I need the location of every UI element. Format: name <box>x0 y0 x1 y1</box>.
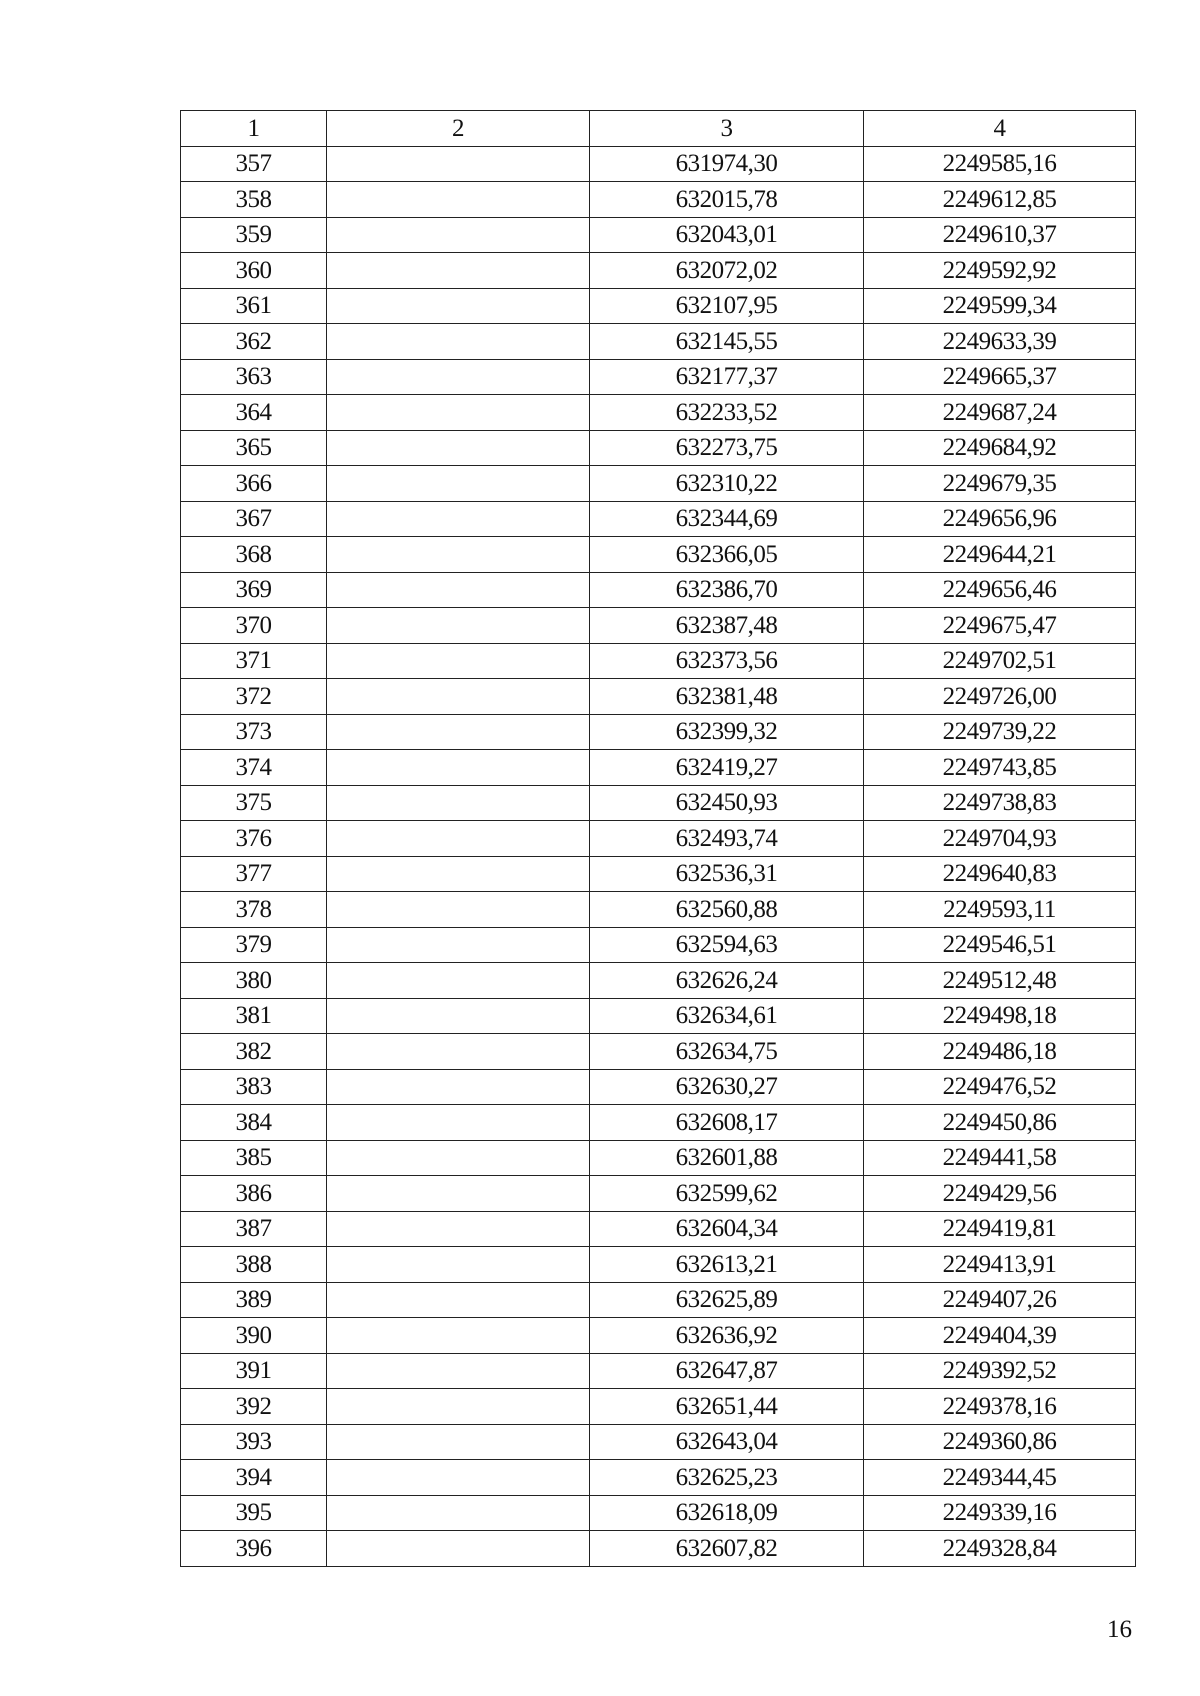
coordinates-table <box>180 110 1136 1567</box>
table-row <box>181 785 1136 821</box>
y-coordinate-cell: 2249498,18 <box>864 998 1136 1034</box>
y-coordinate-cell: 2249328,84 <box>864 1531 1136 1567</box>
point-number-cell: 361 <box>181 288 327 324</box>
y-coordinate-cell: 2249592,92 <box>864 253 1136 289</box>
x-coordinate-cell: 632145,55 <box>590 324 864 360</box>
table-row <box>181 927 1136 963</box>
y-coordinate-cell: 2249738,83 <box>864 785 1136 821</box>
description-cell <box>327 1176 590 1212</box>
description-cell <box>327 359 590 395</box>
table-row <box>181 1424 1136 1460</box>
x-coordinate-cell: 632072,02 <box>590 253 864 289</box>
point-number-cell: 363 <box>181 359 327 395</box>
x-coordinate-cell: 632177,37 <box>590 359 864 395</box>
description-cell <box>327 572 590 608</box>
y-coordinate-cell: 2249378,16 <box>864 1389 1136 1425</box>
x-coordinate-cell: 632625,23 <box>590 1460 864 1496</box>
description-cell <box>327 1034 590 1070</box>
point-number-cell: 383 <box>181 1069 327 1105</box>
point-number-cell: 376 <box>181 821 327 857</box>
point-number-cell: 387 <box>181 1211 327 1247</box>
y-coordinate-cell: 2249476,52 <box>864 1069 1136 1105</box>
x-coordinate-cell: 632634,75 <box>590 1034 864 1070</box>
y-coordinate-cell: 2249702,51 <box>864 643 1136 679</box>
table-row <box>181 821 1136 857</box>
table-row <box>181 1318 1136 1354</box>
x-coordinate-cell: 632536,31 <box>590 856 864 892</box>
x-coordinate-cell: 632419,27 <box>590 750 864 786</box>
y-coordinate-cell: 2249407,26 <box>864 1282 1136 1318</box>
y-coordinate-cell: 2249665,37 <box>864 359 1136 395</box>
y-coordinate-cell: 2249684,92 <box>864 430 1136 466</box>
point-number-cell: 374 <box>181 750 327 786</box>
table-row <box>181 1140 1136 1176</box>
y-coordinate-cell: 2249679,35 <box>864 466 1136 502</box>
point-number-cell: 362 <box>181 324 327 360</box>
point-number-cell: 368 <box>181 537 327 573</box>
point-number-cell: 372 <box>181 679 327 715</box>
x-coordinate-cell: 632310,22 <box>590 466 864 502</box>
table-row <box>181 714 1136 750</box>
table-row <box>181 892 1136 928</box>
x-coordinate-cell: 632636,92 <box>590 1318 864 1354</box>
point-number-cell: 382 <box>181 1034 327 1070</box>
y-coordinate-cell: 2249593,11 <box>864 892 1136 928</box>
table-row <box>181 395 1136 431</box>
y-coordinate-cell: 2249441,58 <box>864 1140 1136 1176</box>
description-cell <box>327 182 590 218</box>
x-coordinate-cell: 632493,74 <box>590 821 864 857</box>
point-number-cell: 386 <box>181 1176 327 1212</box>
description-cell <box>327 714 590 750</box>
y-coordinate-cell: 2249339,16 <box>864 1495 1136 1531</box>
point-number-cell: 380 <box>181 963 327 999</box>
x-coordinate-cell: 632107,95 <box>590 288 864 324</box>
description-cell <box>327 785 590 821</box>
point-number-cell: 381 <box>181 998 327 1034</box>
description-cell <box>327 643 590 679</box>
point-number-cell: 395 <box>181 1495 327 1531</box>
x-coordinate-cell: 632643,04 <box>590 1424 864 1460</box>
y-coordinate-cell: 2249640,83 <box>864 856 1136 892</box>
table-row <box>181 963 1136 999</box>
point-number-cell: 388 <box>181 1247 327 1283</box>
description-cell <box>327 288 590 324</box>
description-cell <box>327 1424 590 1460</box>
description-cell <box>327 217 590 253</box>
x-coordinate-cell: 632634,61 <box>590 998 864 1034</box>
table-row <box>181 1353 1136 1389</box>
x-coordinate-cell: 632043,01 <box>590 217 864 253</box>
point-number-cell: 384 <box>181 1105 327 1141</box>
y-coordinate-cell: 2249429,56 <box>864 1176 1136 1212</box>
description-cell <box>327 1318 590 1354</box>
table-row <box>181 182 1136 218</box>
y-coordinate-cell: 2249486,18 <box>864 1034 1136 1070</box>
y-coordinate-cell: 2249687,24 <box>864 395 1136 431</box>
table-row <box>181 146 1136 182</box>
y-coordinate-cell: 2249612,85 <box>864 182 1136 218</box>
x-coordinate-cell: 632373,56 <box>590 643 864 679</box>
y-coordinate-cell: 2249704,93 <box>864 821 1136 857</box>
description-cell <box>327 1105 590 1141</box>
point-number-cell: 393 <box>181 1424 327 1460</box>
y-coordinate-cell: 2249610,37 <box>864 217 1136 253</box>
description-cell <box>327 750 590 786</box>
table-row <box>181 1460 1136 1496</box>
y-coordinate-cell: 2249404,39 <box>864 1318 1136 1354</box>
point-number-cell: 394 <box>181 1460 327 1496</box>
y-coordinate-cell: 2249546,51 <box>864 927 1136 963</box>
description-cell <box>327 963 590 999</box>
y-coordinate-cell: 2249360,86 <box>864 1424 1136 1460</box>
description-cell <box>327 927 590 963</box>
description-cell <box>327 537 590 573</box>
y-coordinate-cell: 2249585,16 <box>864 146 1136 182</box>
y-coordinate-cell: 2249419,81 <box>864 1211 1136 1247</box>
point-number-cell: 396 <box>181 1531 327 1567</box>
point-number-cell: 366 <box>181 466 327 502</box>
y-coordinate-cell: 2249656,96 <box>864 501 1136 537</box>
table-row <box>181 466 1136 502</box>
point-number-cell: 377 <box>181 856 327 892</box>
x-coordinate-cell: 632618,09 <box>590 1495 864 1531</box>
x-coordinate-cell: 632273,75 <box>590 430 864 466</box>
column-header-4: 4 <box>864 111 1136 147</box>
description-cell <box>327 679 590 715</box>
point-number-cell: 358 <box>181 182 327 218</box>
table-row <box>181 643 1136 679</box>
table-row <box>181 217 1136 253</box>
description-cell <box>327 998 590 1034</box>
description-cell <box>327 146 590 182</box>
table-row <box>181 572 1136 608</box>
table-row <box>181 1531 1136 1567</box>
page-number: 16 <box>1107 1616 1132 1643</box>
table-row <box>181 1495 1136 1531</box>
table-row <box>181 1247 1136 1283</box>
x-coordinate-cell: 632366,05 <box>590 537 864 573</box>
x-coordinate-cell: 632601,88 <box>590 1140 864 1176</box>
table-body <box>181 146 1136 1566</box>
description-cell <box>327 856 590 892</box>
x-coordinate-cell: 632594,63 <box>590 927 864 963</box>
x-coordinate-cell: 632233,52 <box>590 395 864 431</box>
description-cell <box>327 1247 590 1283</box>
point-number-cell: 373 <box>181 714 327 750</box>
description-cell <box>327 1495 590 1531</box>
point-number-cell: 365 <box>181 430 327 466</box>
x-coordinate-cell: 632625,89 <box>590 1282 864 1318</box>
x-coordinate-cell: 631974,30 <box>590 146 864 182</box>
description-cell <box>327 395 590 431</box>
table-row <box>181 430 1136 466</box>
x-coordinate-cell: 632387,48 <box>590 608 864 644</box>
y-coordinate-cell: 2249450,86 <box>864 1105 1136 1141</box>
x-coordinate-cell: 632604,34 <box>590 1211 864 1247</box>
y-coordinate-cell: 2249392,52 <box>864 1353 1136 1389</box>
y-coordinate-cell: 2249644,21 <box>864 537 1136 573</box>
y-coordinate-cell: 2249599,34 <box>864 288 1136 324</box>
x-coordinate-cell: 632599,62 <box>590 1176 864 1212</box>
point-number-cell: 367 <box>181 501 327 537</box>
point-number-cell: 392 <box>181 1389 327 1425</box>
column-header-1: 1 <box>181 111 327 147</box>
table-row <box>181 537 1136 573</box>
point-number-cell: 378 <box>181 892 327 928</box>
description-cell <box>327 1531 590 1567</box>
x-coordinate-cell: 632381,48 <box>590 679 864 715</box>
description-cell <box>327 1389 590 1425</box>
description-cell <box>327 1353 590 1389</box>
description-cell <box>327 253 590 289</box>
description-cell <box>327 1460 590 1496</box>
table-row <box>181 1282 1136 1318</box>
point-number-cell: 371 <box>181 643 327 679</box>
table-row <box>181 750 1136 786</box>
point-number-cell: 389 <box>181 1282 327 1318</box>
y-coordinate-cell: 2249743,85 <box>864 750 1136 786</box>
description-cell <box>327 466 590 502</box>
description-cell <box>327 430 590 466</box>
y-coordinate-cell: 2249656,46 <box>864 572 1136 608</box>
point-number-cell: 375 <box>181 785 327 821</box>
point-number-cell: 359 <box>181 217 327 253</box>
table-row <box>181 608 1136 644</box>
x-coordinate-cell: 632560,88 <box>590 892 864 928</box>
table-row <box>181 1105 1136 1141</box>
x-coordinate-cell: 632651,44 <box>590 1389 864 1425</box>
point-number-cell: 360 <box>181 253 327 289</box>
description-cell <box>327 1140 590 1176</box>
point-number-cell: 391 <box>181 1353 327 1389</box>
x-coordinate-cell: 632647,87 <box>590 1353 864 1389</box>
y-coordinate-cell: 2249413,91 <box>864 1247 1136 1283</box>
y-coordinate-cell: 2249512,48 <box>864 963 1136 999</box>
table-row <box>181 1211 1136 1247</box>
description-cell <box>327 821 590 857</box>
point-number-cell: 370 <box>181 608 327 644</box>
point-number-cell: 364 <box>181 395 327 431</box>
point-number-cell: 390 <box>181 1318 327 1354</box>
description-cell <box>327 501 590 537</box>
point-number-cell: 379 <box>181 927 327 963</box>
x-coordinate-cell: 632607,82 <box>590 1531 864 1567</box>
x-coordinate-cell: 632608,17 <box>590 1105 864 1141</box>
y-coordinate-cell: 2249633,39 <box>864 324 1136 360</box>
table-row <box>181 679 1136 715</box>
x-coordinate-cell: 632630,27 <box>590 1069 864 1105</box>
description-cell <box>327 1282 590 1318</box>
x-coordinate-cell: 632626,24 <box>590 963 864 999</box>
x-coordinate-cell: 632399,32 <box>590 714 864 750</box>
table-header-row <box>181 111 1136 147</box>
y-coordinate-cell: 2249739,22 <box>864 714 1136 750</box>
x-coordinate-cell: 632386,70 <box>590 572 864 608</box>
table-row <box>181 998 1136 1034</box>
table-row <box>181 324 1136 360</box>
table-row <box>181 1034 1136 1070</box>
description-cell <box>327 608 590 644</box>
column-header-3: 3 <box>590 111 864 147</box>
y-coordinate-cell: 2249675,47 <box>864 608 1136 644</box>
table-row <box>181 501 1136 537</box>
y-coordinate-cell: 2249344,45 <box>864 1460 1136 1496</box>
column-header-2: 2 <box>327 111 590 147</box>
table-row <box>181 856 1136 892</box>
description-cell <box>327 1211 590 1247</box>
point-number-cell: 385 <box>181 1140 327 1176</box>
description-cell <box>327 1069 590 1105</box>
x-coordinate-cell: 632015,78 <box>590 182 864 218</box>
table-row <box>181 253 1136 289</box>
description-cell <box>327 324 590 360</box>
table-row <box>181 359 1136 395</box>
description-cell <box>327 892 590 928</box>
table-row <box>181 1069 1136 1105</box>
x-coordinate-cell: 632450,93 <box>590 785 864 821</box>
x-coordinate-cell: 632613,21 <box>590 1247 864 1283</box>
table-row <box>181 1176 1136 1212</box>
y-coordinate-cell: 2249726,00 <box>864 679 1136 715</box>
point-number-cell: 357 <box>181 146 327 182</box>
point-number-cell: 369 <box>181 572 327 608</box>
x-coordinate-cell: 632344,69 <box>590 501 864 537</box>
table-row <box>181 1389 1136 1425</box>
table-row <box>181 288 1136 324</box>
